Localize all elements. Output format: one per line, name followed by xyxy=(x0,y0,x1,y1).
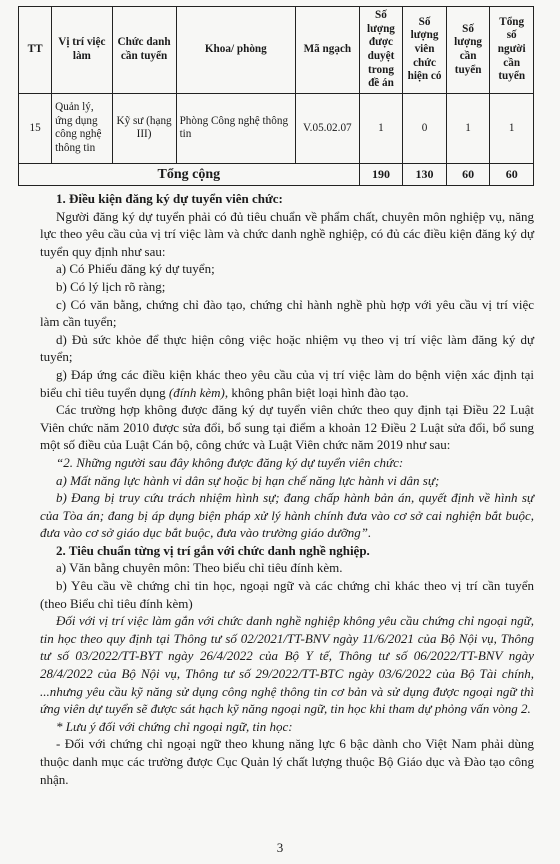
document-body xyxy=(40,190,534,788)
cell-vi-tri: Quản lý, ứng dụng công nghệ thông tin xyxy=(52,93,112,163)
col-header-so-duyet: Số lượng được duyệt trong đề án xyxy=(359,7,403,94)
cell-ma-ngach: V.05.02.07 xyxy=(296,93,360,163)
section1-item-c: c) Có văn bằng, chứng chỉ đào tạo, chứng chỉ hành nghề phù hợp với yêu cầu vị trí việc làm cần tuyển; xyxy=(40,296,534,330)
table-header-row xyxy=(19,7,534,94)
item-g-text: g) Đáp ứng các điều kiện khác theo yêu cầu của vị trí việc làm do bệnh viện xác định tại biểu chỉ tiêu tuyển dụng xyxy=(40,366,534,400)
cell-so-hien-co: 0 xyxy=(403,93,447,163)
cell-khoa-phong: Phòng Công nghệ thông tin xyxy=(176,93,295,163)
cell-tt: 15 xyxy=(19,93,52,163)
total-tong-so: 60 xyxy=(490,163,534,185)
cell-so-can-tuyen: 1 xyxy=(446,93,490,163)
section1-item-a: a) Có Phiếu đăng ký dự tuyển; xyxy=(56,261,215,277)
col-header-tong-so: Tổng số người cần tuyển xyxy=(490,7,534,94)
col-header-khoa-phong: Khoa/ phòng xyxy=(176,7,295,94)
section2-item-a: a) Văn bằng chuyên môn: Theo biểu chỉ tiêu đính kèm. xyxy=(56,560,343,576)
section1-quote: “2. Những người sau đây không được đăng ký dự tuyển viên chức: xyxy=(56,454,404,470)
table-total-row xyxy=(19,163,534,185)
section1-intro: Người đăng ký dự tuyển phải có đủ tiêu chuẩn về phẩm chất, chuyên môn nghiệp vụ, năng lực theo yêu cầu của vị trí việc làm và chức danh nghề nghiệp, có đủ các điều kiện đăng ký dự tuyển quy định như sau: xyxy=(40,208,534,259)
total-so-can-tuyen: 60 xyxy=(446,163,490,185)
cell-so-duyet: 1 xyxy=(359,93,403,163)
cell-tong-so: 1 xyxy=(490,93,534,163)
section1-heading: 1. Điều kiện đăng ký dự tuyển viên chức: xyxy=(56,191,283,206)
section1-item-b: b) Có lý lịch rõ ràng; xyxy=(56,278,166,294)
col-header-chuc-danh: Chức danh cần tuyển xyxy=(112,7,176,94)
col-header-tt: TT xyxy=(19,7,52,94)
col-header-so-hien-co: Số lượng viên chức hiện có xyxy=(403,7,447,94)
item-g-attachment: (đính kèm) xyxy=(168,384,225,400)
col-header-vi-tri: Vị trí việc làm xyxy=(52,7,112,94)
section2-heading: 2. Tiêu chuẩn từng vị trí gắn với chức danh nghề nghiệp. xyxy=(56,542,370,558)
total-so-hien-co: 130 xyxy=(403,163,447,185)
section1-item-g xyxy=(40,366,534,401)
total-so-duyet: 190 xyxy=(359,163,403,185)
cell-chuc-danh: Kỹ sư (hạng III) xyxy=(112,93,176,163)
section2-luu-y: * Lưu ý đối với chứng chỉ ngoại ngữ, tin học: xyxy=(56,718,293,734)
section2-note: Đối với vị trí việc làm gắn với chức danh nghề nghiệp không yêu cầu chứng chỉ ngoại ngữ, tin học theo quy định tại Thông tư số 02/2021/TT-BNV ngày 11/6/2021 của Bộ Nội vụ, Thông tư số 03/2022/TT-BYT ngày 26/4/2022 của Bộ Y tế, Thông tư số 06/2022/TT-BNV ngày 28/4/2022 của Bộ Nội vụ, Thông tư số 29/2022/TT-BTC ngày 03/6/2022 của Bộ Tài chính, ...nhưng yêu cầu kỹ năng sử dụng công nghệ thông tin cơ bản và sử dụng được ngoại ngữ thì ứng viên dự tuyển sẽ được sát hạch kỹ năng ngoại ngữ, tin học khi tham dự phỏng vấn vòng 2. xyxy=(40,613,534,717)
section1-item-d: d) Đủ sức khỏe để thực hiện công việc hoặc nhiệm vụ theo vị trí việc làm đăng ký dự tuyển; xyxy=(40,331,534,365)
item-g-tail: , không phân biệt loại hình đào tạo. xyxy=(224,384,409,400)
section2-item-b: b) Yêu cầu về chứng chỉ tin học, ngoại ngữ và các chứng chỉ khác theo vị trí cần tuyển (theo Biểu chỉ tiêu đính kèm) xyxy=(40,578,534,611)
recruitment-table xyxy=(18,6,534,186)
table-row xyxy=(19,93,534,163)
section1-quote-a: a) Mất năng lực hành vi dân sự hoặc bị hạn chế năng lực hành vi dân sự; xyxy=(56,472,440,488)
section2-luu-y-text: - Đối với chứng chỉ ngoại ngữ theo khung năng lực 6 bậc dành cho Việt Nam phải dùng thuộc danh mục các trường được Cục Quản lý chất lượng thuộc Bộ Giáo dục và Đào tạo công nhận. xyxy=(40,736,534,787)
section1-quote-b: b) Đang bị truy cứu trách nhiệm hình sự; đang chấp hành bản án, quyết định về hình sự của Tòa án; đang bị áp dụng biện pháp xử lý hành chính đưa vào cơ sở cai nghiện bắt buộc, đưa vào cơ sở giáo dục bắt buộc, đưa vào trường giáo dưỡng”. xyxy=(40,490,534,541)
col-header-ma-ngach: Mã ngạch xyxy=(296,7,360,94)
section1-exception: Các trường hợp không được đăng ký dự tuyển viên chức theo quy định tại Điều 22 Luật Viên chức năm 2010 được sửa đổi, bổ sung tại điểm a khoản 12 Điều 2 Luật sửa đổi, bổ sung một số điều của Luật Cán bộ, công chức và Luật Viên chức năm 2019 như sau: xyxy=(40,402,534,453)
page-number: 3 xyxy=(276,840,284,855)
col-header-so-can-tuyen: Số lượng cần tuyển xyxy=(446,7,490,94)
total-label: Tổng cộng xyxy=(19,163,360,185)
